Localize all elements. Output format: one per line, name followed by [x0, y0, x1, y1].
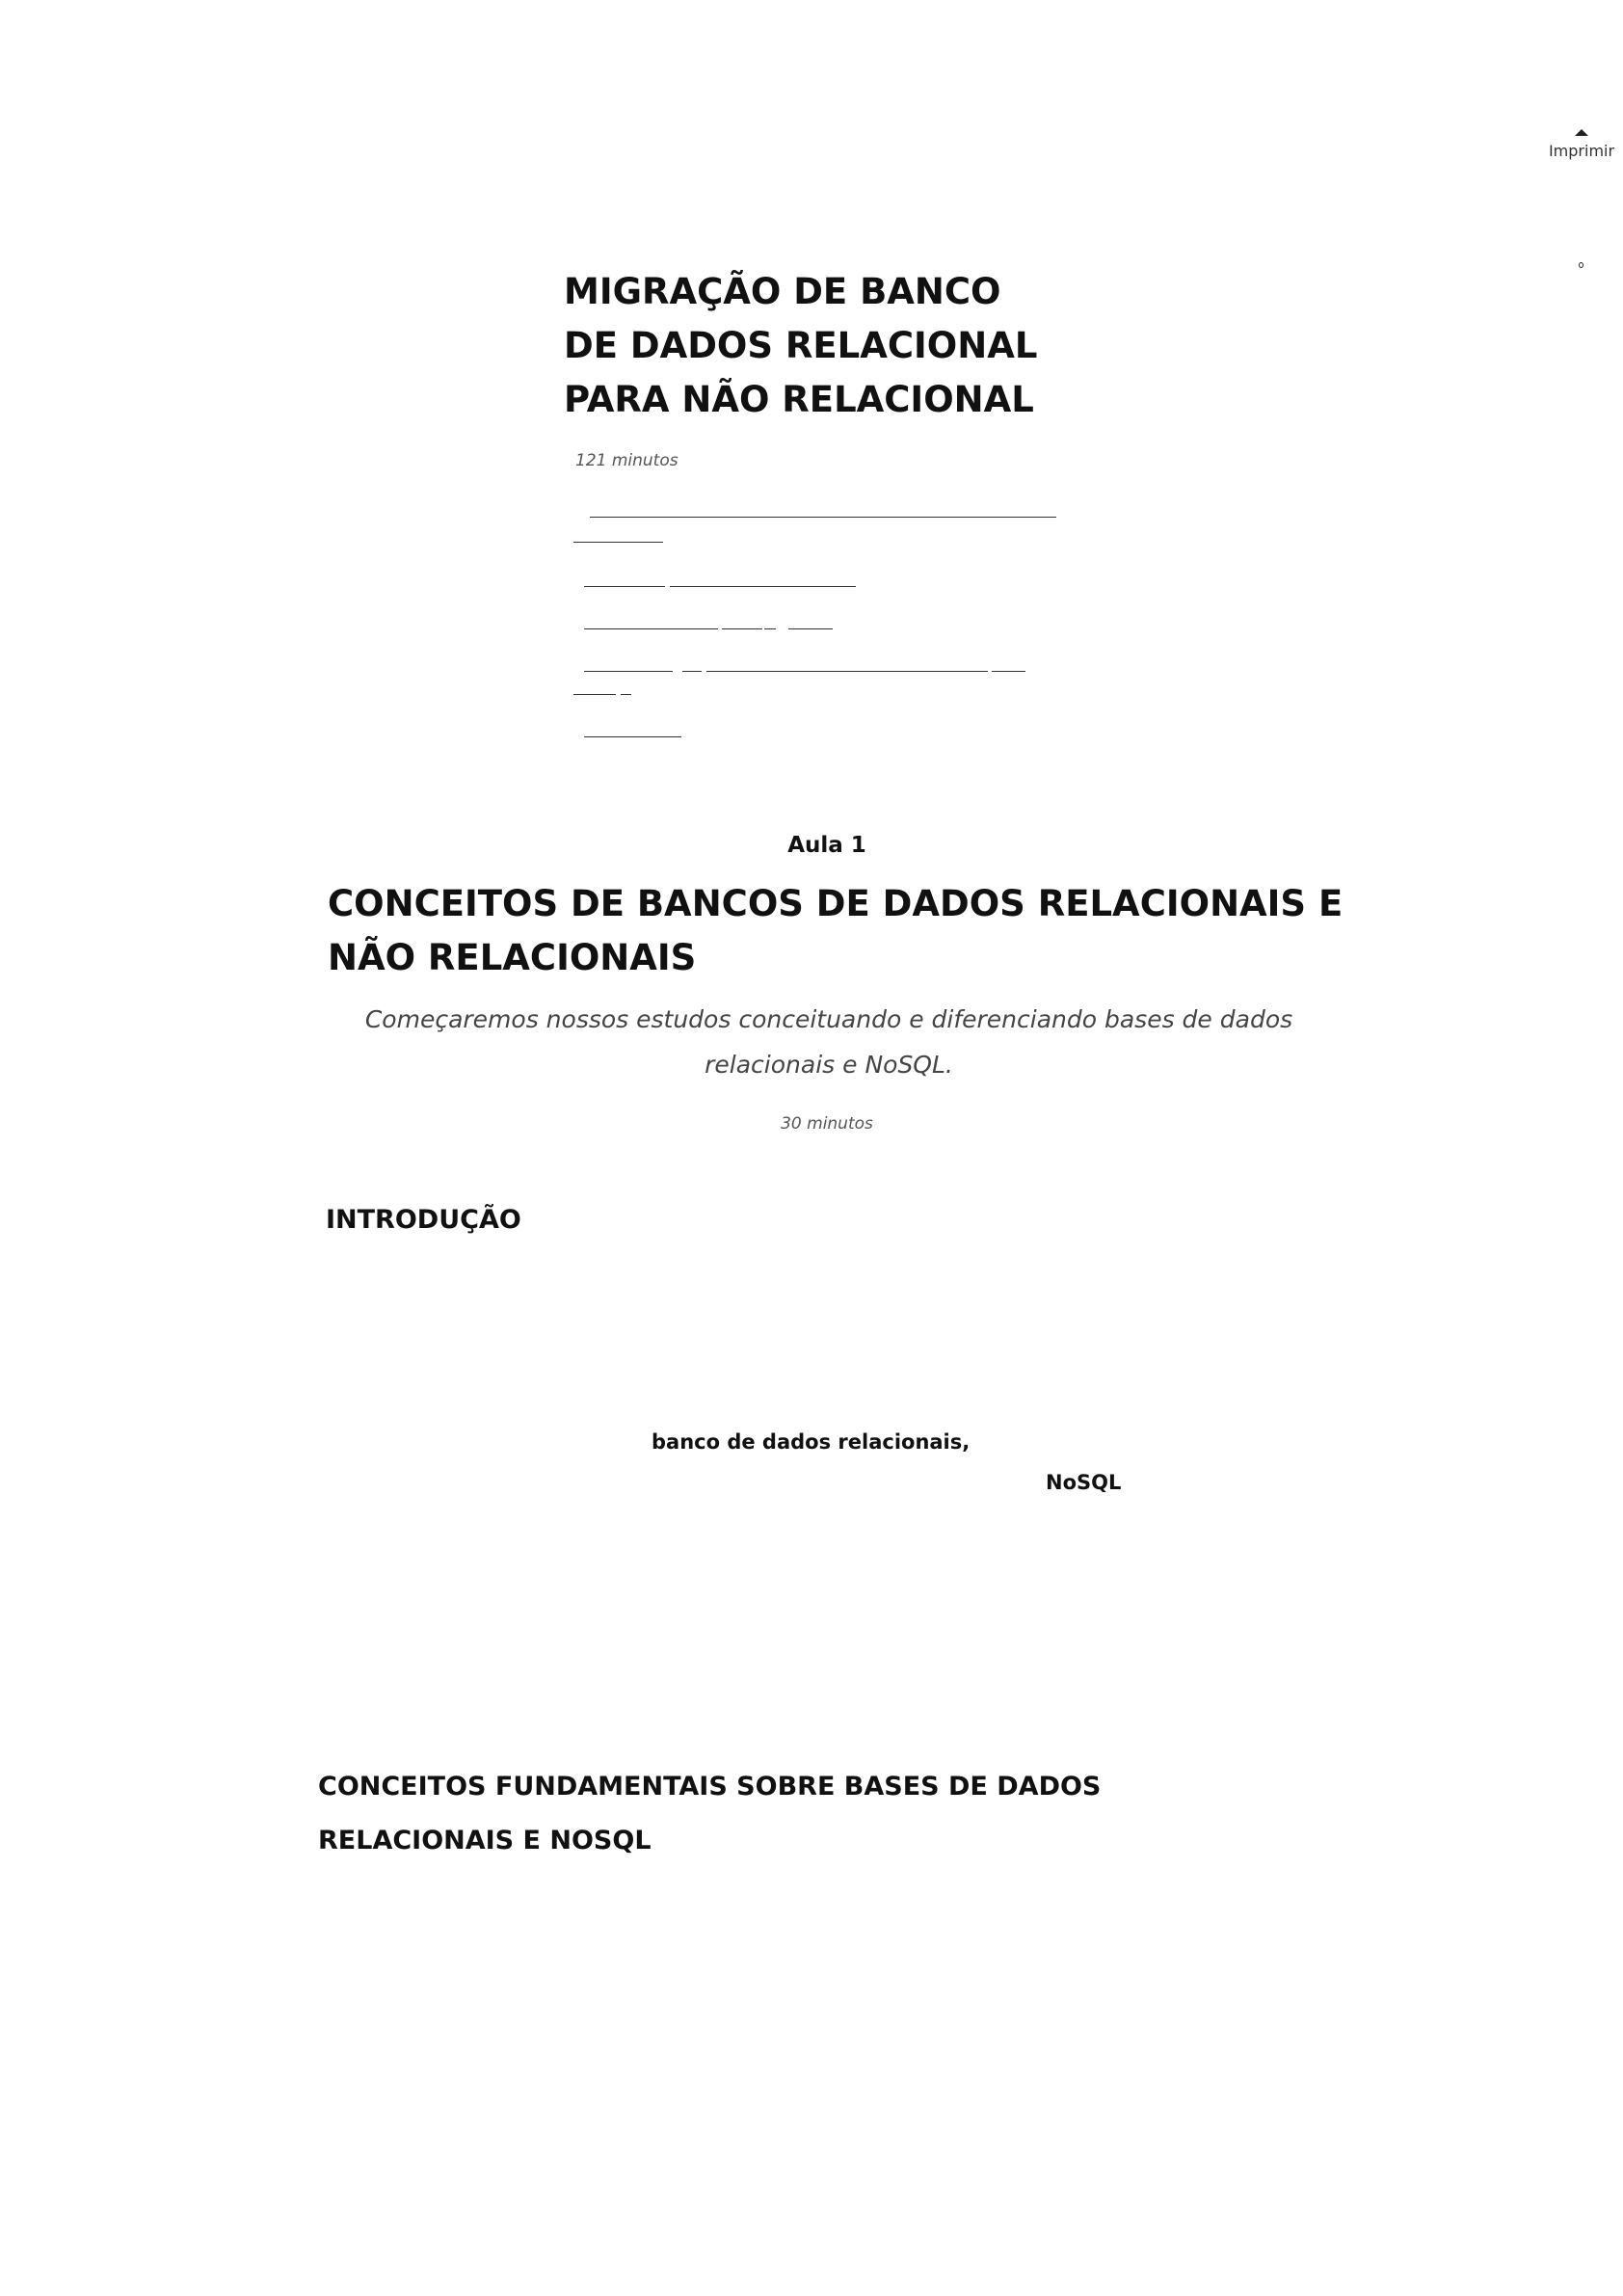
lesson-duration: 30 minutos — [781, 1114, 873, 1134]
caret-up-icon — [1575, 129, 1588, 136]
toc-link[interactable] — [764, 628, 776, 629]
lesson-label: Aula 1 — [787, 833, 866, 858]
intro-heading: INTRODUÇÃO — [326, 1205, 521, 1235]
circle-icon[interactable] — [1579, 262, 1583, 268]
toc-link[interactable] — [584, 628, 718, 629]
toc-link[interactable] — [584, 671, 673, 672]
intro-bold-text: NoSQL — [1046, 1471, 1122, 1494]
intro-bold-text: banco de dados relacionais, — [652, 1430, 971, 1454]
print-label: Imprimir — [1548, 142, 1615, 160]
toc-link[interactable] — [584, 586, 665, 587]
toc-link[interactable] — [722, 628, 762, 629]
concepts-heading: CONCEITOS FUNDAMENTAIS SOBRE BASES DE DADOS RELACIONAIS E NOSQL — [318, 1772, 1102, 1855]
toc-link[interactable] — [573, 694, 616, 695]
lesson-subtitle: Começaremos nossos estudos conceituando e diferenciando bases de dados relacionais e NoSQL. — [364, 1005, 1293, 1079]
course-duration: 121 minutos — [575, 451, 678, 470]
toc-link[interactable] — [573, 542, 663, 543]
toc-link[interactable] — [584, 736, 681, 737]
toc-link[interactable] — [590, 517, 1056, 518]
toc-link[interactable] — [621, 694, 631, 695]
toc-link[interactable] — [706, 671, 988, 672]
course-title: MIGRAÇÃO DE BANCO DE DADOS RELACIONAL PARA NÃO RELACIONAL — [564, 271, 1038, 420]
toc-link[interactable] — [788, 628, 833, 629]
toc-link[interactable] — [682, 671, 702, 672]
toc-link[interactable] — [670, 586, 856, 587]
toc-link[interactable] — [992, 671, 1025, 672]
lesson-title: CONCEITOS DE BANCOS DE DADOS RELACIONAIS E NÃO RELACIONAIS — [328, 883, 1344, 978]
print-button[interactable] — [1540, 129, 1623, 160]
